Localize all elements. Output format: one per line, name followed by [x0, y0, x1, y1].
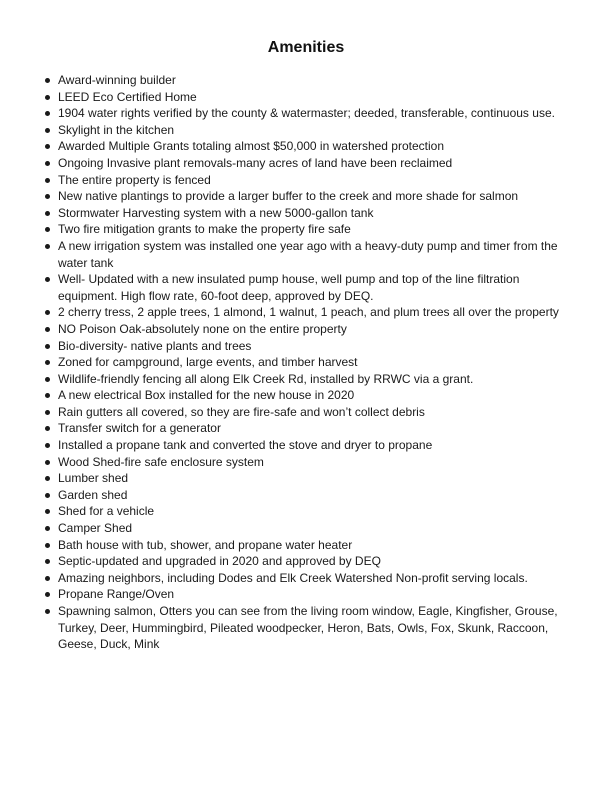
list-item — [58, 553, 578, 570]
list-item — [58, 487, 578, 504]
bullet-icon — [45, 244, 50, 249]
bullet-icon — [45, 543, 50, 548]
list-item-text: 1904 water rights verified by the county & watermaster; deeded, transferable, continuous use. — [58, 106, 555, 121]
bullet-icon — [45, 327, 50, 332]
list-item — [58, 371, 578, 388]
list-item — [58, 470, 578, 487]
bullet-icon — [45, 178, 50, 183]
list-item-text: A new electrical Box installed for the new house in 2020 — [58, 388, 355, 403]
list-item-text: Wood Shed-fire safe enclosure system — [58, 454, 264, 469]
list-item — [58, 586, 578, 603]
list-item-text: Two fire mitigation grants to make the property fire safe — [58, 222, 351, 237]
list-item — [58, 72, 578, 89]
bullet-icon — [45, 460, 50, 465]
bullet-icon — [45, 509, 50, 514]
list-item-text: Wildlife-friendly fencing all along Elk Creek Rd, installed by RRWC via a grant. — [58, 371, 474, 386]
bullet-icon — [45, 95, 50, 100]
list-item — [58, 454, 578, 471]
bullet-icon — [45, 443, 50, 448]
list-item — [58, 89, 578, 106]
list-item-text: Awarded Multiple Grants totaling almost $50,000 in watershed protection — [58, 139, 444, 154]
list-item-text: Spawning salmon, Otters you can see from the living room window, Eagle, Kingfisher, Grouse, Turkey, Deer, Hummingbird, Pileated woodpecker, Heron, Bats, Owls, Fox, Skunk, Raccoon, Geese, Duck, Mink — [58, 604, 558, 652]
list-item — [58, 321, 578, 338]
list-item-text: Propane Range/Oven — [58, 587, 175, 602]
bullet-icon — [45, 144, 50, 149]
bullet-icon — [45, 559, 50, 564]
list-item — [58, 387, 578, 404]
list-item-text: Rain gutters all covered, so they are fire-safe and won’t collect debris — [58, 404, 425, 419]
list-item-text: 2 cherry tress, 2 apple trees, 1 almond, 1 walnut, 1 peach, and plum trees all over the property — [58, 305, 559, 320]
bullet-icon — [45, 493, 50, 498]
list-item-text: New native plantings to provide a larger buffer to the creek and more shade for salmon — [58, 189, 519, 204]
bullet-icon — [45, 277, 50, 282]
bullet-icon — [45, 609, 50, 614]
bullet-icon — [45, 310, 50, 315]
bullet-icon — [45, 211, 50, 216]
list-item-text: Lumber shed — [58, 471, 129, 486]
list-item-text: LEED Eco Certified Home — [58, 89, 197, 104]
list-item — [58, 503, 578, 520]
list-item — [58, 354, 578, 371]
list-item-text: NO Poison Oak-absolutely none on the entire property — [58, 321, 347, 336]
list-item — [58, 138, 578, 155]
bullet-icon — [45, 194, 50, 199]
page-title: Amenities — [267, 39, 345, 56]
list-item-text: Skylight in the kitchen — [58, 122, 175, 137]
list-item — [58, 188, 578, 205]
list-item — [58, 420, 578, 437]
list-item-text: Well- Updated with a new insulated pump house, well pump and top of the line filtration equipment. High flow rate, 60-foot deep, approved by DEQ. — [58, 272, 520, 303]
list-item-text: Bath house with tub, shower, and propane water heater — [58, 537, 353, 552]
list-item — [58, 437, 578, 454]
list-item-text: Septic-updated and upgraded in 2020 and approved by DEQ — [58, 554, 381, 569]
bullet-icon — [45, 78, 50, 83]
list-item-text: Stormwater Harvesting system with a new 5000-gallon tank — [58, 205, 374, 220]
list-item — [58, 221, 578, 238]
list-item-text: The entire property is fenced — [58, 172, 211, 187]
list-item — [58, 172, 578, 189]
list-item-text: Camper Shed — [58, 521, 133, 536]
bullet-icon — [45, 377, 50, 382]
list-item — [58, 404, 578, 421]
list-item — [58, 304, 578, 321]
bullet-icon — [45, 592, 50, 597]
list-item-text: Transfer switch for a generator — [58, 421, 221, 436]
bullet-icon — [45, 111, 50, 116]
bullet-icon — [45, 344, 50, 349]
list-item-text: A new irrigation system was installed one year ago with a heavy-duty pump and timer from the water tank — [58, 238, 558, 270]
list-item — [58, 122, 578, 139]
list-item-text: Garden shed — [58, 487, 128, 502]
list-item-text: Award-winning builder — [58, 73, 176, 87]
list-item-text: Zoned for campground, large events, and timber harvest — [58, 355, 358, 370]
list-item-text: Bio-diversity- native plants and trees — [58, 338, 252, 353]
bullet-icon — [45, 426, 50, 431]
bullet-icon — [45, 410, 50, 415]
list-item — [58, 570, 578, 587]
list-item — [58, 105, 578, 122]
bullet-icon — [45, 360, 50, 365]
list-item — [58, 537, 578, 554]
list-item-text: Installed a propane tank and converted the stove and dryer to propane — [58, 438, 433, 453]
bullet-icon — [45, 526, 50, 531]
bullet-icon — [45, 576, 50, 581]
bullet-icon — [45, 227, 50, 232]
bullet-icon — [45, 161, 50, 166]
list-item — [58, 520, 578, 537]
list-item — [58, 205, 578, 222]
bullet-icon — [45, 476, 50, 481]
amenities-list — [58, 72, 578, 653]
list-item — [58, 338, 578, 355]
list-item — [58, 238, 578, 271]
list-item-text: Ongoing Invasive plant removals-many acres of land have been reclaimed — [58, 155, 453, 170]
bullet-icon — [45, 128, 50, 133]
list-item — [58, 155, 578, 172]
bullet-icon — [45, 393, 50, 398]
list-item-text: Shed for a vehicle — [58, 504, 155, 519]
list-item — [58, 603, 578, 653]
list-item — [58, 271, 578, 304]
list-item-text: Amazing neighbors, including Dodes and Elk Creek Watershed Non-profit serving locals. — [58, 570, 528, 585]
